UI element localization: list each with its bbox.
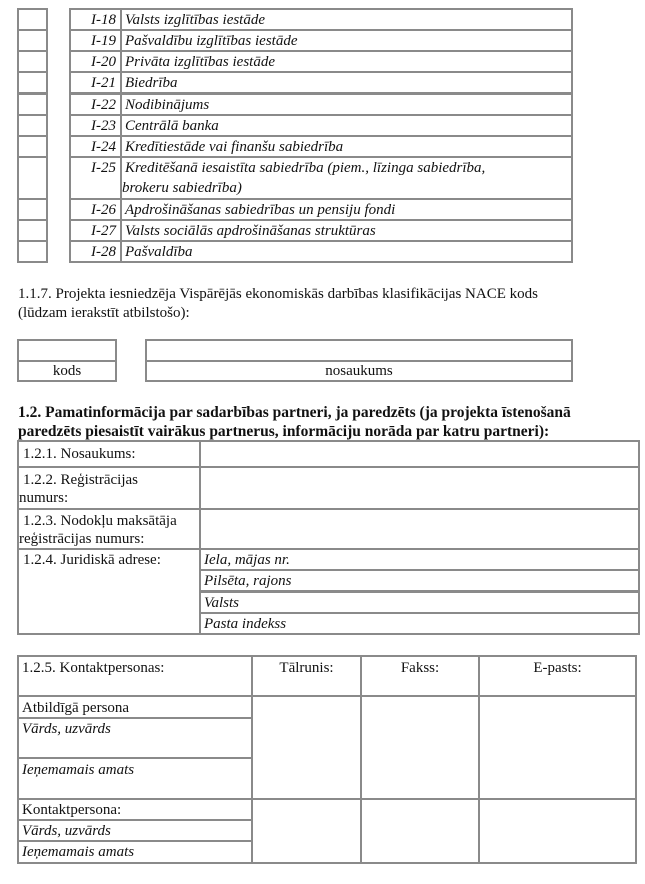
- partner-tax-label-line2: reģistrācijas numurs:: [19, 531, 145, 547]
- checkbox-i22[interactable]: [17, 93, 48, 116]
- code-text: I-23: [91, 118, 116, 134]
- checkbox-i25[interactable]: [17, 156, 48, 200]
- code-text: I-26: [91, 202, 116, 218]
- checkbox-i21[interactable]: [17, 71, 48, 94]
- checkbox-i19[interactable]: [17, 29, 48, 52]
- label-cell: [120, 50, 573, 73]
- responsible-phone-input[interactable]: [251, 695, 362, 800]
- label-cell: [120, 114, 573, 137]
- email-column-header: E-pasts:: [478, 655, 637, 697]
- checkbox-i27[interactable]: [17, 219, 48, 242]
- label-cell: [120, 198, 573, 221]
- address-street-label: Iela, mājas nr.: [204, 552, 290, 568]
- contact-title-cell: [17, 798, 253, 821]
- label-text-line2: brokeru sabiedrība): [122, 180, 242, 196]
- partner-reg-label-cell: [17, 466, 201, 510]
- nace-heading-line2: (lūdzam ierakstīt atbilstošo):: [18, 305, 190, 321]
- contacts-header-label-cell: [17, 655, 253, 697]
- code-cell: [69, 156, 122, 200]
- checkbox-i28[interactable]: [17, 240, 48, 263]
- nace-name-input[interactable]: [145, 339, 573, 362]
- contact-name-label: Vārds, uzvārds: [22, 823, 111, 839]
- responsible-title: Atbildīgā persona: [22, 700, 130, 716]
- checkbox-i23[interactable]: [17, 114, 48, 137]
- code-text: I-22: [91, 97, 116, 113]
- contact-position-input[interactable]: [17, 840, 253, 864]
- nace-heading-line1: 1.1.7. Projekta iesniedzēja Vispārējās ekonomiskās darbības klasifikācijas NACE kods: [18, 286, 538, 302]
- address-city-input[interactable]: [199, 569, 640, 592]
- code-text: I-24: [91, 139, 116, 155]
- address-street-input[interactable]: [199, 548, 640, 571]
- code-text: I-19: [91, 33, 116, 49]
- label-text: Valsts sociālās apdrošināšanas struktūras: [125, 223, 376, 239]
- partner-reg-label-line1: 1.2.2. Reģistrācijas: [23, 472, 138, 488]
- responsible-fax-input[interactable]: [360, 695, 480, 800]
- partner-name-label-cell: [17, 440, 201, 468]
- nace-code-input[interactable]: [17, 339, 117, 362]
- partner-tax-label-cell: [17, 508, 201, 550]
- contact-email-input[interactable]: [478, 798, 637, 864]
- label-text: Privāta izglītības iestāde: [125, 54, 275, 70]
- partner-reg-label-line2: numurs:: [19, 490, 69, 506]
- fax-column-header: Fakss:: [360, 655, 480, 697]
- phone-column-header: Tālrunis:: [251, 655, 362, 697]
- checkbox-i20[interactable]: [17, 50, 48, 73]
- contact-title: Kontaktpersona:: [22, 802, 122, 818]
- code-cell: [69, 50, 122, 73]
- partner-heading: [18, 403, 571, 441]
- code-cell: [69, 71, 122, 94]
- partner-address-label-cell: [17, 548, 201, 635]
- address-postcode-input[interactable]: [199, 612, 640, 635]
- responsible-email-input[interactable]: [478, 695, 637, 800]
- contact-fax-input[interactable]: [360, 798, 480, 864]
- label-cell: [120, 135, 573, 158]
- code-cell: [69, 114, 122, 137]
- responsible-position-input[interactable]: [17, 757, 253, 800]
- partner-tax-input[interactable]: [199, 508, 640, 550]
- code-cell: [69, 240, 122, 263]
- label-cell: [120, 29, 573, 52]
- responsible-name-label: Vārds, uzvārds: [22, 721, 111, 737]
- contact-name-input[interactable]: [17, 819, 253, 842]
- partner-reg-input[interactable]: [199, 466, 640, 510]
- code-cell: [69, 198, 122, 221]
- nace-heading: [18, 285, 538, 323]
- label-text: Valsts izglītības iestāde: [125, 12, 266, 28]
- contact-phone-input[interactable]: [251, 798, 362, 864]
- address-country-label: Valsts: [204, 595, 240, 611]
- contact-position-label: Ieņemamais amats: [22, 844, 135, 860]
- label-text: Kredītiestāde vai finanšu sabiedrība: [125, 139, 344, 155]
- code-text: I-28: [91, 244, 116, 260]
- code-cell: [69, 219, 122, 242]
- label-cell: [120, 240, 573, 263]
- label-text: Kreditēšanā iesaistīta sabiedrība (piem., līzinga sabiedrība,: [125, 160, 486, 176]
- label-text: Nodibinājums: [125, 97, 210, 113]
- checkbox-i26[interactable]: [17, 198, 48, 221]
- checkbox-i18[interactable]: [17, 8, 48, 31]
- partner-name-input[interactable]: [199, 440, 640, 468]
- partner-address-label: 1.2.4. Juridiskā adrese:: [23, 552, 161, 568]
- label-cell: [120, 71, 573, 94]
- code-cell: [69, 135, 122, 158]
- responsible-position-label: Ieņemamais amats: [22, 762, 135, 778]
- code-text: I-21: [91, 75, 116, 91]
- responsible-name-input[interactable]: [17, 717, 253, 759]
- code-cell: [69, 8, 122, 31]
- label-text: Centrālā banka: [125, 118, 219, 134]
- label-cell: [120, 8, 573, 31]
- classification-table: [0, 0, 645, 265]
- address-country-input[interactable]: [199, 591, 640, 614]
- contacts-header-label: 1.2.5. Kontaktpersonas:: [22, 660, 165, 676]
- partner-heading-line2: paredzēts piesaistīt vairākus partnerus, informāciju norāda par katru partneri):: [18, 423, 550, 440]
- code-cell: [69, 93, 122, 116]
- label-cell: [120, 156, 573, 200]
- label-text: Apdrošināšanas sabiedrības un pensiju fondi: [125, 202, 396, 218]
- label-text: Pašvaldība: [125, 244, 193, 260]
- code-text: I-27: [91, 223, 116, 239]
- partner-tax-label-line1: 1.2.3. Nodokļu maksātāja: [23, 513, 177, 529]
- partner-heading-line1: 1.2. Pamatinformācija par sadarbības partneri, ja paredzēts (ja projekta īstenošanā: [18, 404, 571, 421]
- address-postcode-label: Pasta indekss: [204, 616, 287, 632]
- code-text: I-25: [91, 160, 116, 176]
- code-cell: [69, 29, 122, 52]
- label-cell: [120, 219, 573, 242]
- label-text: Biedrība: [125, 75, 178, 91]
- partner-name-label: 1.2.1. Nosaukums:: [23, 446, 136, 462]
- responsible-title-cell: [17, 695, 253, 719]
- code-text: I-18: [91, 12, 116, 28]
- address-city-label: Pilsēta, rajons: [204, 573, 292, 589]
- label-text: Pašvaldību izglītības iestāde: [125, 33, 298, 49]
- code-text: I-20: [91, 54, 116, 70]
- label-cell: [120, 93, 573, 116]
- checkbox-i24[interactable]: [17, 135, 48, 158]
- nace-code-label: kods: [17, 360, 117, 382]
- nace-name-label: nosaukums: [145, 360, 573, 382]
